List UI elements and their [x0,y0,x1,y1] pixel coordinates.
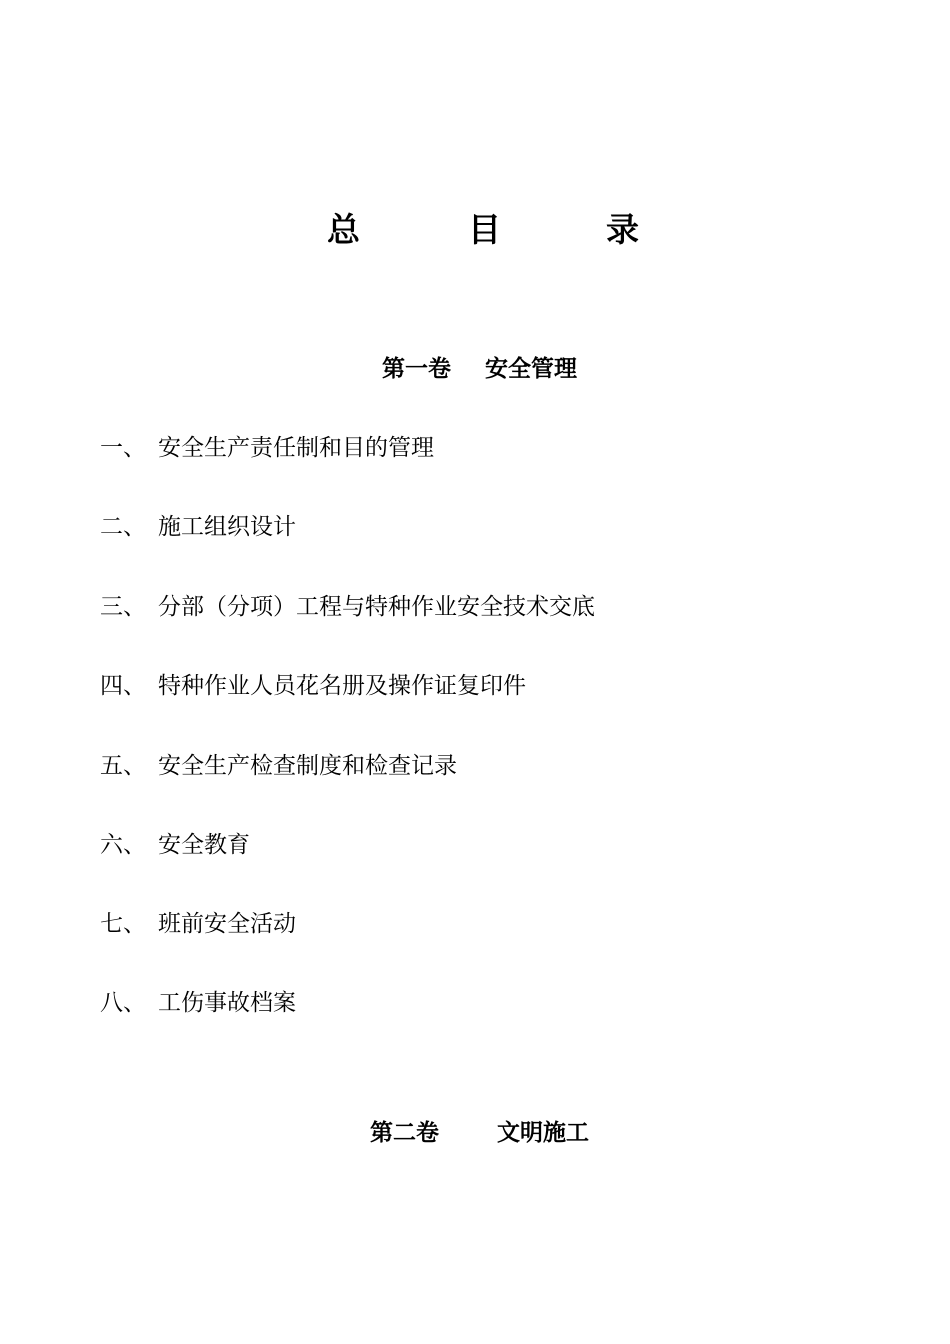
toc-item-text: 工伤事故档案 [158,990,296,1016]
toc-item-number: 三、 [100,594,146,620]
toc-item [100,589,860,625]
toc-item-number: 四、 [100,673,146,699]
volume-1-name: 安全管理 [485,355,577,382]
toc-item-number: 八、 [100,990,146,1016]
toc-item-number: 七、 [100,911,146,937]
volume-1-label: 第一卷 [382,355,451,382]
page-title [0,204,950,256]
toc-item [100,748,860,784]
toc-item-text: 施工组织设计 [158,514,296,540]
toc-item-text: 安全生产检查制度和检查记录 [158,753,457,779]
toc-item [100,668,860,704]
toc-item [100,906,860,942]
toc-item [100,985,860,1021]
volume-2-label: 第二卷 [370,1119,439,1146]
toc-item-text: 特种作业人员花名册及操作证复印件 [158,673,526,699]
title-char-3: 录 [606,210,639,249]
toc-item-number: 一、 [100,435,146,461]
toc-item-text: 安全教育 [158,832,250,858]
volume-2-heading [0,1115,950,1151]
toc-item-number: 六、 [100,832,146,858]
volume-1-heading [0,351,950,387]
toc-item-number: 二、 [100,514,146,540]
toc-item-text: 分部（分项）工程与特种作业安全技术交底 [158,594,595,620]
toc-item [100,827,860,863]
toc-item-text: 班前安全活动 [158,911,296,937]
toc-item [100,509,860,545]
toc-item-text: 安全生产责任制和目的管理 [158,435,434,461]
title-char-1: 总 [327,210,360,249]
title-char-2: 目 [468,210,501,249]
toc-item [100,430,860,466]
volume-2-name: 文明施工 [497,1119,589,1146]
toc-item-number: 五、 [100,753,146,779]
